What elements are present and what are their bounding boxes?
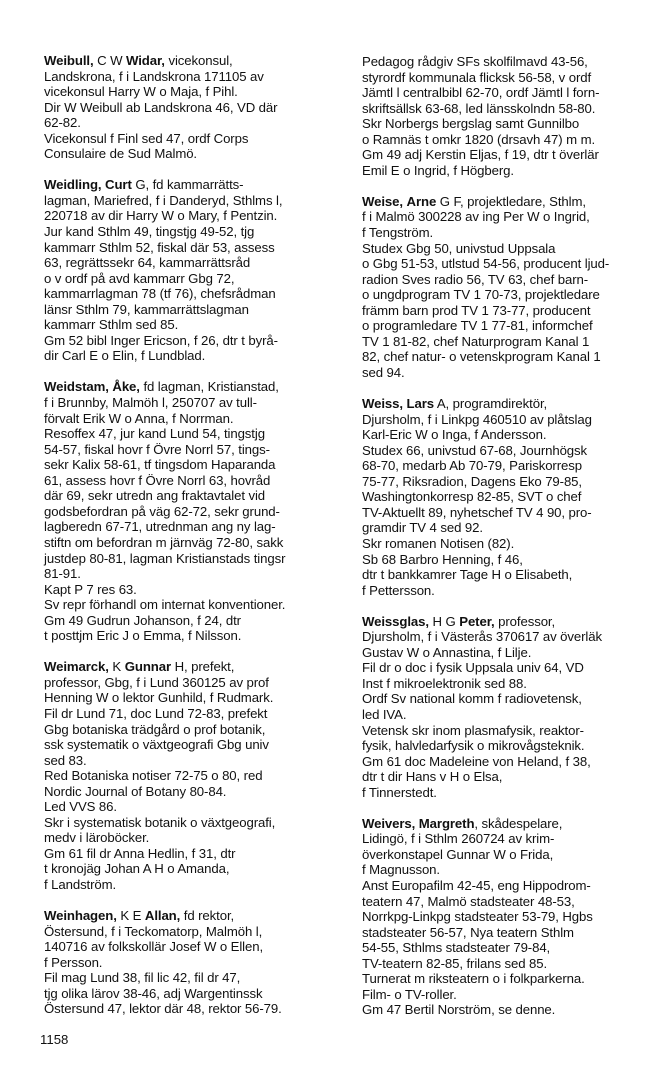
entry-text-line: Östersund 47, lektor där 48, rektor 56-79. — [44, 1001, 282, 1017]
entry-text-line: t posttjm Eric J o Emma, f Nilsson. — [44, 628, 242, 644]
entry-text-line: Dir W Weibull ab Landskrona 46, VD där — [44, 99, 278, 115]
entry-text-line: led IVA. — [362, 706, 407, 722]
entry-lead: G, fd kammarrätts- — [135, 177, 244, 193]
entry-text-line: Fil mag Lund 38, fil lic 42, fil dr 47, — [44, 970, 241, 986]
entry-text-line: Washingtonkorresp 82-85, SVT o chef — [362, 489, 582, 505]
biography-entry — [362, 194, 662, 381]
entry-text-line: Skr romanen Notisen (82). — [362, 535, 515, 551]
entry-lead: vicekonsul, — [168, 53, 233, 68]
entry-text-line: 82, chef natur- o vetenskprogram Kanal 1 — [362, 349, 601, 365]
entry-text-line: Red Botaniska notiser 72-75 o 80, red — [44, 768, 263, 784]
entry-given-name: Curt — [105, 177, 132, 193]
entry-surname: Weidling, — [44, 177, 102, 193]
entry-continuation — [362, 54, 662, 178]
entry-given-name: Gunnar — [124, 659, 171, 675]
entry-text-line: Consulaire de Sud Malmö. — [44, 146, 197, 162]
entry-heading — [44, 908, 354, 924]
entry-lead: professor, — [498, 613, 556, 629]
entry-heading — [44, 53, 354, 69]
entry-lead: H, prefekt, — [174, 659, 235, 675]
entry-heading — [362, 614, 662, 630]
entry-text-line: Resoffex 47, jur kand Lund 54, tingstjg — [44, 426, 265, 442]
entry-text-line: vicekonsul Harry W o Maja, f Pihl. — [44, 84, 238, 100]
biography-entry — [362, 816, 662, 1018]
entry-text-line: Skr i systematisk botanik o växtgeografi, — [44, 814, 276, 830]
entry-text-line: justdep 80-81, lagman Kristianstads tingsr — [44, 550, 286, 566]
entry-text-line: 63, regrättssekr 64, kammarrättsråd — [44, 255, 251, 271]
entry-text-line: Gm 61 fil dr Anna Hedlin, f 31, dtr — [44, 845, 236, 861]
entry-text-line: dtr t bankkamrer Tage H o Elisabeth, — [362, 567, 573, 583]
entry-text-line: 62-82. — [44, 115, 81, 131]
entry-text-line: där 69, sekr utredn ang fraktavtalet vid — [44, 488, 266, 504]
entry-text-line: Gustav W o Annastina, f Lilje. — [362, 644, 532, 660]
entry-given-prefix: K — [112, 659, 122, 675]
entry-text-line: 61, assess hovr f Övre Norrl 63, hovråd — [44, 472, 271, 488]
entry-text-line: Henning W o lektor Gunhild, f Rudmark. — [44, 690, 274, 706]
entry-given-name: Åke, — [112, 379, 140, 395]
entry-text-line: professor, Gbg, f i Lund 360125 av prof — [44, 674, 269, 690]
entry-text-line: Studex 66, univstud 67-68, Journhögsk — [362, 442, 588, 458]
entry-surname: Weibull, — [44, 53, 94, 68]
entry-given-prefix: K E — [120, 908, 142, 924]
entry-text-line: förvalt Erik W o Anna, f Norrman. — [44, 410, 234, 426]
entry-text-line: Ordf Sv national komm f radiovetensk, — [362, 691, 582, 707]
entry-text-line: Vetensk skr inom plasmafysik, reaktor- — [362, 722, 584, 738]
entry-text-line: kammarr Sthlm sed 85. — [44, 317, 179, 333]
entry-text-line: Östersund, f i Teckomatorp, Malmöh l, — [44, 923, 263, 939]
entry-heading — [44, 379, 354, 395]
entry-text-line: o Gbg 51-53, utlstud 54-56, producent ljud- — [362, 256, 610, 272]
entry-text-line: Sb 68 Barbro Henning, f 46, — [362, 551, 523, 567]
entry-text-line: 68-70, medarb Ab 70-79, Pariskorresp — [362, 458, 582, 474]
entry-text-line: f i Malmö 300228 av ing Per W o Ingrid, — [362, 209, 590, 225]
entry-text-line: Led VVS 86. — [44, 799, 117, 815]
entry-text-line: f Persson. — [44, 954, 103, 970]
entry-text-line: Anst Europafilm 42-45, eng Hippodrom- — [362, 877, 591, 893]
entry-given-name: Widar, — [126, 53, 165, 68]
entry-text-line: f Tinnerstedt. — [362, 784, 437, 800]
entry-surname: Weimarck, — [44, 659, 109, 675]
entry-text-line: Gm 49 adj Kerstin Eljas, f 19, dtr t överlär — [362, 147, 599, 163]
entry-text-line: Djursholm, f i Västerås 370617 av överläk — [362, 629, 602, 645]
biography-entry — [44, 177, 354, 364]
entry-text-line: lagman, Mariefred, f i Danderyd, Sthlms l, — [44, 192, 283, 208]
entry-text-line: främm barn prod TV 1 73-77, producent — [362, 302, 591, 318]
entry-heading — [44, 177, 354, 193]
entry-text-line: Nordic Journal of Botany 80-84. — [44, 783, 227, 799]
entry-text-line: Kapt P 7 res 63. — [44, 581, 137, 597]
entry-text-line: sekr Kalix 58-61, tf tingsdom Haparanda — [44, 457, 276, 473]
entry-text-line: 140716 av folkskollär Josef W o Ellen, — [44, 939, 264, 955]
entry-given-name: Peter, — [459, 613, 495, 629]
entry-text-line: f Pettersson. — [362, 582, 435, 598]
entry-text-line: o Ramnäs t omkr 1820 (drsavh 47) m m. — [362, 131, 596, 147]
entry-text-line: tjg olika lärov 38-46, adj Wargentinssk — [44, 985, 263, 1001]
entry-surname: Weiss, — [362, 396, 403, 412]
entry-text-line: Sv repr förhandl om internat konventioner. — [44, 597, 286, 613]
entry-text-line: Fil dr o doc i fysik Uppsala univ 64, VD — [362, 660, 584, 676]
entry-heading — [44, 659, 354, 675]
entry-text-line: 54-55, Sthlms stadsteater 79-84, — [362, 940, 551, 956]
biography-entry — [362, 614, 662, 801]
entry-text-line: Jämtl l centralbibl 62-70, ordf Jämtl l forn- — [362, 85, 600, 101]
entry-text-line: Gm 49 Gudrun Johanson, f 24, dtr — [44, 612, 241, 628]
entry-text-line: godsbefordran på väg 62-72, sekr grund- — [44, 503, 280, 519]
entry-text-line: Gbg botaniska trädgård o prof botanik, — [44, 721, 266, 737]
entry-text-line: stiftn om befordran m järnväg 72-80, sakk — [44, 534, 284, 550]
entry-text-line: länsr Sthlm 79, kammarrättslagman — [44, 301, 249, 317]
entry-text-line: skriftsällsk 63-68, led länsskolndn 58-80. — [362, 100, 596, 116]
entry-text-line: styrordf kommunala flicksk 56-58, v ordf — [362, 69, 592, 85]
entry-lead: A, programdirektör, — [436, 396, 548, 412]
entry-text-line: kammarrlagman 78 (tf 76), chefsrådman — [44, 286, 276, 302]
entry-text-line: Turnerat m riksteatern o i folkparkerna. — [362, 971, 585, 987]
entry-text-line: TV-Aktuellt 89, nyhetschef TV 4 90, pro- — [362, 504, 592, 520]
entry-lead: , skådespelare, — [474, 815, 563, 831]
entry-given-name: Arne — [406, 193, 437, 209]
entry-text-line: 54-57, fiskal hovr f Övre Norrl 57, tings- — [44, 441, 270, 457]
entry-lead: G F, projektledare, Sthlm, — [439, 193, 586, 209]
entry-text-line: Djursholm, f i Linkpg 460510 av plåtslag — [362, 411, 592, 427]
entry-text-line: Gm 52 bibl Inger Ericson, f 26, dtr t byrå- — [44, 332, 278, 348]
entry-given-prefix: C W — [97, 53, 123, 68]
entry-text-line: f Tengström. — [362, 225, 434, 241]
entry-text-line: stadsteater 56-57, Nya teatern Sthlm — [362, 924, 574, 940]
entry-surname: Weivers, — [362, 815, 416, 831]
left-column — [44, 53, 354, 1032]
entry-text-line: Emil E o Ingrid, f Högberg. — [362, 162, 514, 178]
entry-text-line: överkonstapel Gunnar W o Frida, — [362, 846, 554, 862]
biography-entry — [44, 659, 354, 892]
entry-text-line: lagberedn 67-71, utrednman ang ny lag- — [44, 519, 276, 535]
entry-text-line: Landskrona, f i Landskrona 171105 av — [44, 68, 264, 84]
entry-text-line: Studex Gbg 50, univstud Uppsala — [362, 240, 556, 256]
entry-text-line: Film- o TV-roller. — [362, 986, 457, 1002]
page-number: 1158 — [40, 1032, 69, 1047]
entry-text-line: o ungdprogram TV 1 70-73, projektledare — [362, 287, 600, 303]
entry-text-line: Lidingö, f i Sthlm 260724 av krim- — [362, 831, 555, 847]
entry-surname: Weise, — [362, 193, 403, 209]
entry-surname: Weinhagen, — [44, 908, 117, 924]
entry-text-line: radion Sves radio 56, TV 63, chef barn- — [362, 271, 589, 287]
entry-text-line: sed 83. — [44, 752, 87, 768]
entry-surname: Weissglas, — [362, 613, 429, 629]
entry-text-line: f Landström. — [44, 876, 117, 892]
entry-lead: fd rektor, — [183, 908, 235, 924]
entry-text-line: Fil dr Lund 71, doc Lund 72-83, prefekt — [44, 705, 268, 721]
entry-given-name: Allan, — [144, 908, 181, 924]
entry-text-line: 81-91. — [44, 566, 81, 582]
entry-heading — [362, 816, 662, 832]
entry-text-line: dtr t dir Hans v H o Elsa, — [362, 769, 503, 785]
entry-text-line: TV 1 81-82, chef Naturprogram Kanal 1 — [362, 333, 590, 349]
entry-text-line: medv i läroböcker. — [44, 830, 150, 846]
entry-text-line: Gm 47 Bertil Norström, se denne. — [362, 1002, 556, 1018]
entry-text-line: o programledare TV 1 77-81, informchef — [362, 318, 593, 334]
entry-heading — [362, 194, 662, 210]
entry-heading — [362, 396, 662, 412]
entry-text-line: Inst f mikroelektronik sed 88. — [362, 675, 527, 691]
entry-text-line: dir Carl E o Elin, f Lundblad. — [44, 348, 206, 364]
right-column — [362, 54, 662, 1033]
entry-text-line: Skr Norbergs bergslag samt Gunnilbo — [362, 116, 580, 132]
entry-text-line: Pedagog rådgiv SFs skolfilmavd 43-56, — [362, 54, 588, 69]
entry-text-line: fysik, halvledarfysik o mikrovågsteknik. — [362, 738, 585, 754]
entry-text-line: f Magnusson. — [362, 862, 440, 878]
entry-text-line: kammarr Sthlm 52, fiskal där 53, assess — [44, 239, 275, 255]
biography-entry — [44, 379, 354, 643]
entry-text-line: ssk systematik o växtgeografi Gbg univ — [44, 737, 269, 753]
entry-text-line: f i Brunnby, Malmöh l, 250707 av tull- — [44, 395, 257, 411]
entry-given-name: Margreth — [418, 815, 475, 831]
entry-text-line: sed 94. — [362, 364, 405, 380]
entry-text-line: Gm 61 doc Madeleine von Heland, f 38, — [362, 753, 591, 769]
entry-text-line: Karl-Eric W o Inga, f Andersson. — [362, 427, 547, 443]
entry-text-line: o v ordf på avd kammarr Gbg 72, — [44, 270, 235, 286]
entry-surname: Weidstam, — [44, 379, 109, 395]
entry-given-name: Lars — [406, 396, 434, 412]
entry-text-line: TV-teatern 82-85, frilans sed 85. — [362, 955, 548, 971]
biography-entry — [44, 908, 354, 1017]
entry-text-line: Jur kand Sthlm 49, tingstjg 49-52, tjg — [44, 224, 255, 240]
entry-text-line: teatern 47, Malmö stadsteater 48-53, — [362, 893, 575, 909]
biography-entry — [362, 396, 662, 598]
biography-entry — [44, 53, 354, 162]
entry-text-line: Norrkpg-Linkpg stadsteater 53-79, Hgbs — [362, 909, 593, 925]
entry-text-line: 220718 av dir Harry W o Mary, f Pentzin. — [44, 208, 278, 224]
entry-text-line: gramdir TV 4 sed 92. — [362, 520, 483, 536]
entry-lead: fd lagman, Kristianstad, — [143, 379, 279, 395]
entry-text-line: Vicekonsul f Finl sed 47, ordf Corps — [44, 130, 249, 146]
entry-text-line: 75-77, Riksradion, Dagens Eko 79-85, — [362, 473, 582, 489]
entry-given-prefix: H G — [432, 613, 456, 629]
entry-text-line: t kronojäg Johan A H o Amanda, — [44, 861, 230, 877]
